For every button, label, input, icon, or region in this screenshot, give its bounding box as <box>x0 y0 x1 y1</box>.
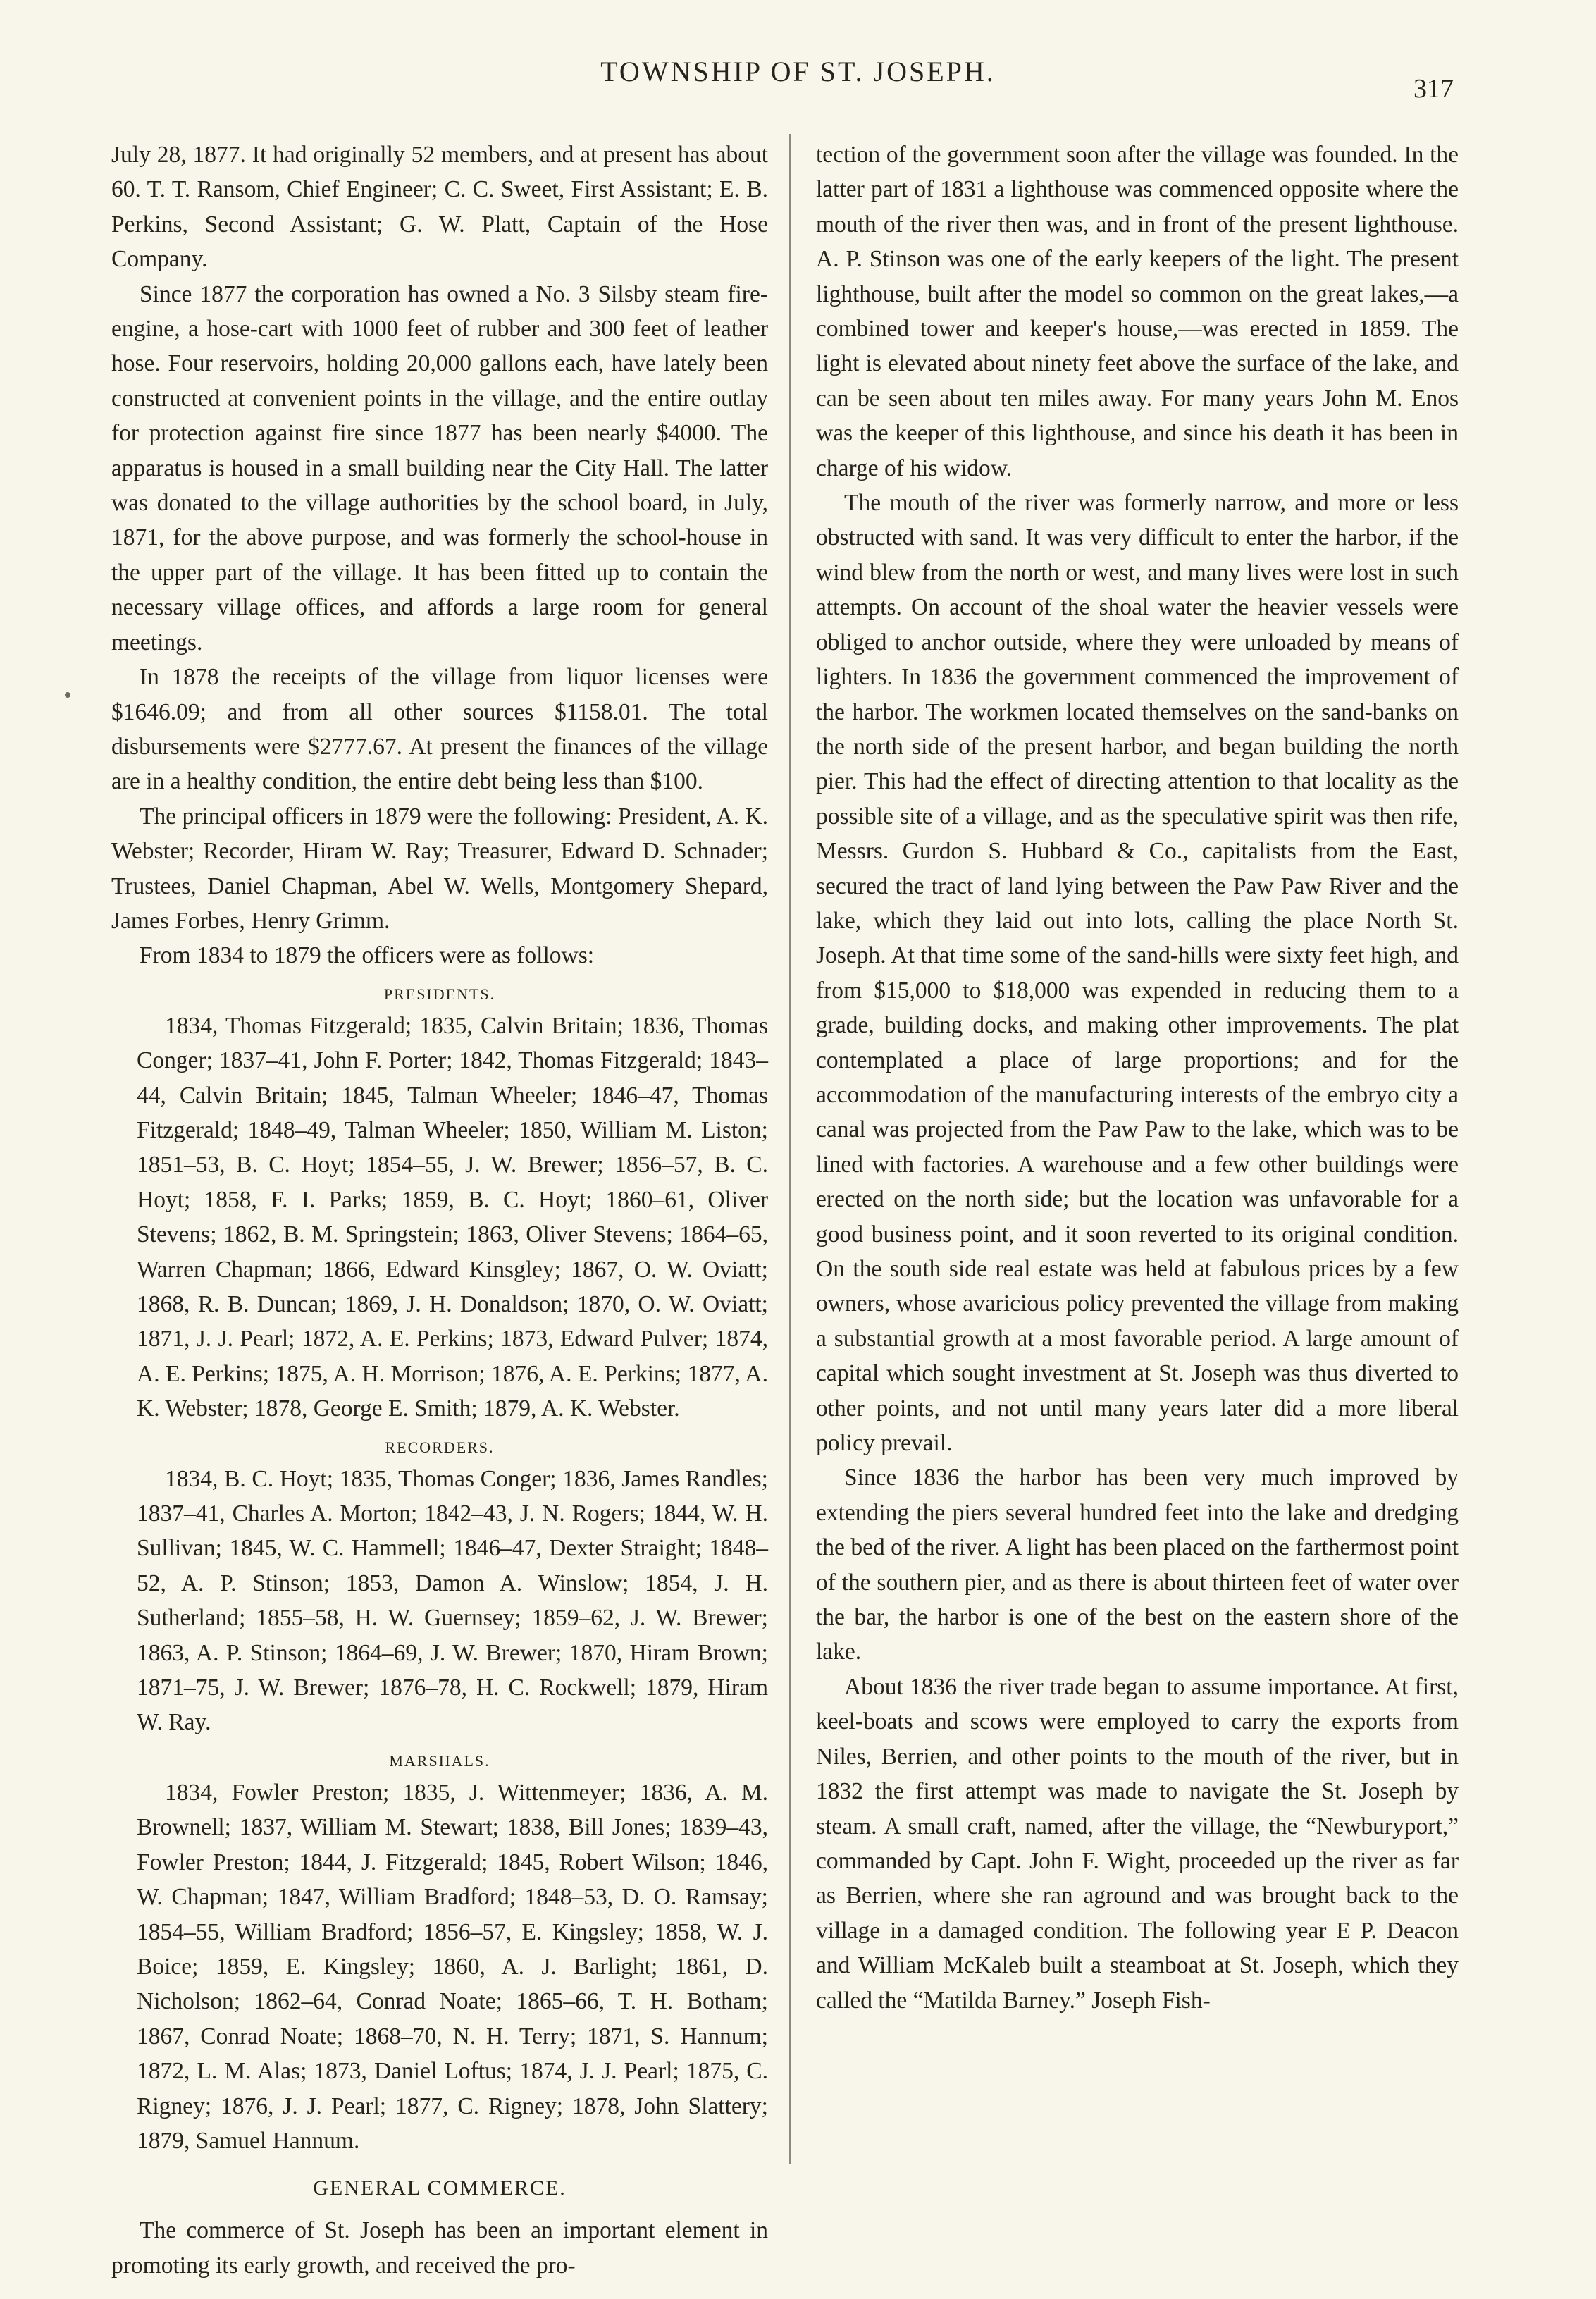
running-head: TOWNSHIP OF ST. JOSEPH. <box>600 56 996 87</box>
paragraph: July 28, 1877. It had originally 52 members, and at present has about 60. T. T. Ransom, Chief Engineer; C. C. Sweet, First Assistant; E. B. Perkins, Second Assistant; G. W. Platt, Captain of the Hose Company. <box>111 142 768 273</box>
presidents-list <box>111 980 768 1426</box>
paragraph: The mouth of the river was formerly narrow, and more or less obstructed with sand. It was very difficult to enter the harbor, if the wind blew from the north or west, and many lives were lost in such attempts. On account of the shoal water the heavier vessels were obliged to anchor outside, where they were unloaded by means of lighters. In 1836 the government commenced the improvement of the harbor. The workmen located themselves on the sand-banks on the north side of the present harbor, and began building the north pier. This had the effect of directing attention to that locality as the possible site of a village, and as the speculative spirit was then rife, Messrs. Gurdon S. Hubbard & Co., capitalists from the East, secured the tract of land lying between the Paw Paw River and the lake, which they laid out into lots, calling the place North St. Joseph. At that time some of the sand-hills were sixty feet high, and from $15,000 to $18,000 was expended in reducing them to a grade, building docks, and making other improvements. The plat contemplated a place of large proportions; and for the accommodation of the manufacturing interests of the embryo city a canal was projected from the Paw Paw to the lake, which was to be lined with factories. A warehouse and a few other buildings were erected on the north side; but the location was unfavorable for a good business point, and it soon reverted to its original condition. On the south side real estate was held at fabulous prices by a few owners, whose avaricious policy prevented the village from making a substantial growth at a most favorable period. A large amount of capital which sought investment at St. Joseph was thus diverted to other points, and not until many years later did a more liberal policy prevail. <box>816 490 1459 1457</box>
list-heading: MARSHALS. <box>389 1751 490 1770</box>
right-column <box>816 137 1459 2018</box>
paragraph: From 1834 to 1879 the officers were as follows: <box>140 942 595 969</box>
list-entries: 1834, Thomas Fitzgerald; 1835, Calvin Britain; 1836, Thomas Conger; 1837–41, John F. Porter; 1842, Thomas Fitzgerald; 1843–44, Calvin Britain; 1845, Talman Wheeler; 1846–47, Thomas Fitzgerald; 1848–49, Talman Wheeler; 1850, William M. Liston; 1851–53, B. C. Hoyt; 1854–55, J. W. Brewer; 1856–57, B. C. Hoyt; 1858, F. I. Parks; 1859, B. C. Hoyt; 1860–61, Oliver Stevens; 1862, B. M. Springstein; 1863, Oliver Stevens; 1864–65, Warren Chapman; 1866, Edward Kinsgley; 1867, O. W. Oviatt; 1868, R. B. Duncan; 1869, J. H. Donaldson; 1870, O. W. Oviatt; 1871, J. J. Pearl; 1872, A. E. Perkins; 1873, Edward Pulver; 1874, A. E. Perkins; 1875, A. H. Morrison; 1876, A. E. Perkins; 1877, A. K. Webster; 1878, George E. Smith; 1879, A. K. Webster. <box>137 1012 768 1422</box>
paragraph: About 1836 the river trade began to assume importance. At first, keel-boats and scows were employed to carry the exports from Niles, Berrien, and other points to the mouth of the river, but in 1832 the first attempt was made to navigate the St. Joseph by steam. A small craft, named, after the village, the “Newburyport,” commanded by Capt. John F. Wight, proceeded up the river as far as Berrien, where she ran aground and was brought back to the village in a damaged condition. The following year E P. Deacon and William McKaleb built a steamboat at St. Joseph, which they called the “Matilda Barney.” Joseph Fish- <box>816 1673 1459 2014</box>
list-heading: RECORDERS. <box>385 1438 495 1456</box>
paragraph: Since 1877 the corporation has owned a No. 3 Silsby steam fire-engine, a hose-cart with 1000 feet of rubber and 300 feet of leather hose. Four reservoirs, holding 20,000 gallons each, have lately been constructed at convenient points in the village, and the entire outlay for protection against fire since 1877 has been nearly $4000. The apparatus is housed in a small building near the City Hall. The latter was donated to the village authorities by the school board, in July, 1871, for the above purpose, and was formerly the school-house in the upper part of the village. It has been fitted up to contain the necessary village offices, and affords a large room for general meetings. <box>111 281 768 655</box>
paragraph: In 1878 the receipts of the village from liquor licenses were $1646.09; and from all other sources $1158.01. The total disbursements were $2777.67. At present the finances of the village are in a healthy condition, the entire debt being less than $100. <box>111 664 768 795</box>
column-divider <box>789 134 791 2164</box>
recorders-list <box>111 1434 768 1740</box>
section-heading: GENERAL COMMERCE. <box>313 2176 567 2200</box>
paragraph: tection of the government soon after the village was founded. In the latter part of 1831 a lighthouse was commenced opposite where the mouth of the river then was, and in front of the present lighthouse. A. P. Stinson was one of the early keepers of the light. The present lighthouse, built after the model so common on the great lakes,—a combined tower and keeper's house,—was erected in 1859. The light is elevated about ninety feet above the surface of the lake, and can be seen about ten miles away. For many years John M. Enos was the keeper of this lighthouse, and since his death it has been in charge of his widow. <box>816 142 1459 481</box>
marshals-list <box>111 1747 768 2158</box>
page-number: 317 <box>1413 74 1454 104</box>
ink-speck <box>65 692 70 698</box>
list-entries: 1834, Fowler Preston; 1835, J. Wittenmeyer; 1836, A. M. Brownell; 1837, William M. Stewart; 1838, Bill Jones; 1839–43, Fowler Preston; 1844, J. Fitzgerald; 1845, Robert Wilson; 1846, W. Chapman; 1847, William Bradford; 1848–53, D. O. Ramsay; 1854–55, William Bradford; 1856–57, E. Kingsley; 1858, W. J. Boice; 1859, E. Kingsley; 1860, A. J. Barlight; 1861, D. Nicholson; 1862–64, Conrad Noate; 1865–66, T. H. Botham; 1867, Conrad Noate; 1868–70, N. H. Terry; 1871, S. Hannum; 1872, L. M. Alas; 1873, Daniel Loftus; 1874, J. J. Pearl; 1875, C. Rigney; 1876, J. J. Pearl; 1877, C. Rigney; 1878, John Slattery; 1879, Samuel Hannum. <box>137 1779 768 2154</box>
paragraph: The commerce of St. Joseph has been an important element in promoting its early growth, and received the pro- <box>111 2217 768 2279</box>
list-entries: 1834, B. C. Hoyt; 1835, Thomas Conger; 1836, James Randles; 1837–41, Charles A. Morton; 1842–43, J. N. Rogers; 1844, W. H. Sullivan; 1845, W. C. Hammell; 1846–47, Dexter Straight; 1848–52, A. P. Stinson; 1853, Damon A. Winslow; 1854, J. H. Sutherland; 1855–58, H. W. Guernsey; 1859–62, J. W. Brewer; 1863, A. P. Stinson; 1864–69, J. W. Brewer; 1870, Hiram Brown; 1871–75, J. W. Brewer; 1876–78, H. C. Rockwell; 1879, Hiram W. Ray. <box>137 1465 768 1736</box>
list-heading: PRESIDENTS. <box>383 985 496 1003</box>
paragraph: The principal officers in 1879 were the following: President, A. K. Webster; Recorder, Hiram W. Ray; Treasurer, Edward D. Schnader; Trustees, Daniel Chapman, Abel W. Wells, Montgomery Shepard, James Forbes, Henry Grimm. <box>111 803 768 934</box>
paragraph: Since 1836 the harbor has been very much improved by extending the piers several hundred feet into the lake and dredging the bed of the river. A light has been placed on the farthermost point of the southern pier, and as there is about thirteen feet of water over the bar, the harbor is one of the best on the eastern shore of the lake. <box>816 1465 1459 1665</box>
left-column <box>111 137 768 2283</box>
